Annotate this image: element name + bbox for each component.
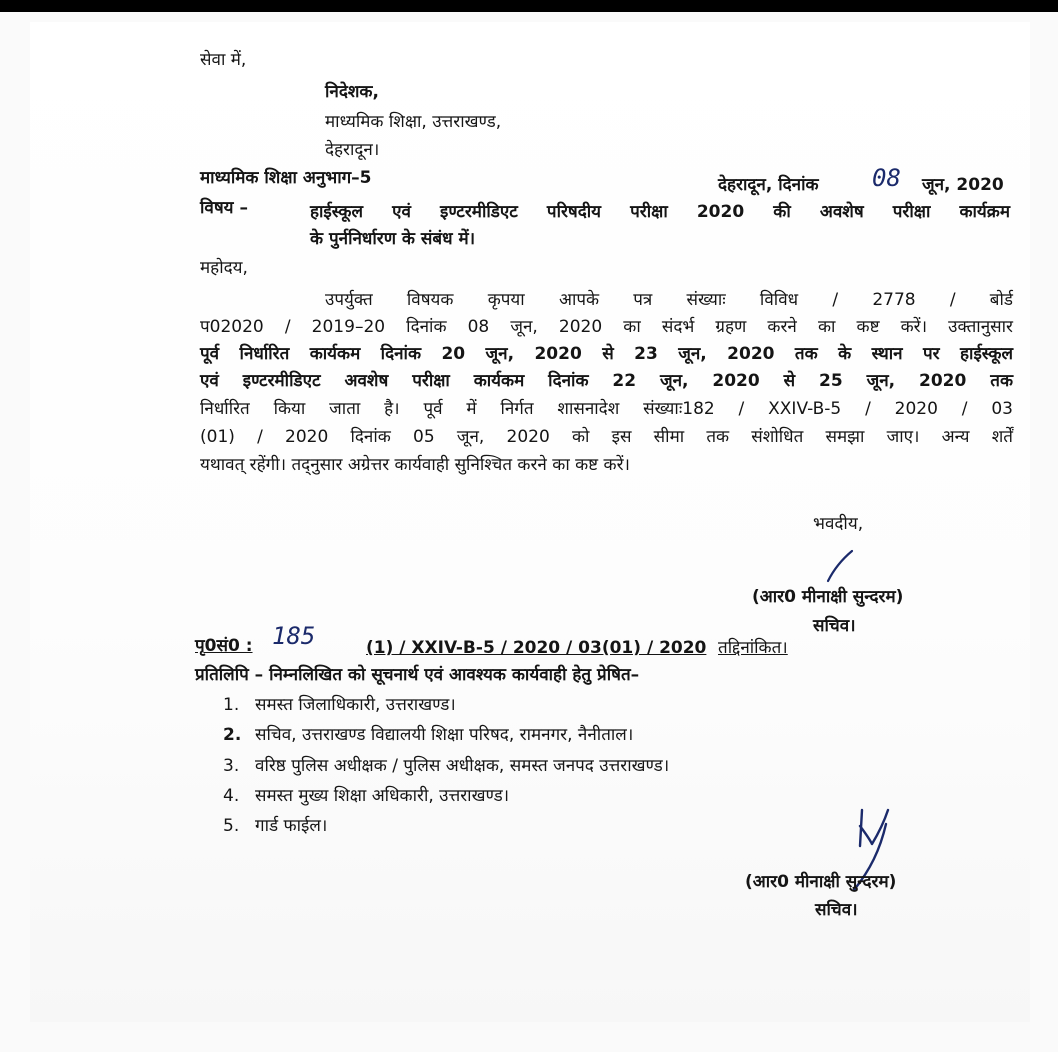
recipient-number: 3. [223, 756, 240, 776]
recipient-number: 2. [223, 725, 242, 745]
recipient-number: 4. [223, 786, 240, 806]
subject-line-1: हाईस्कूल एवं इण्टरमीडिएट परिषदीय परीक्षा 2020 की अवशेष परीक्षा कार्यक्रम [310, 202, 1010, 222]
date-day-handwritten: 08 [872, 164, 901, 192]
section-name: माध्यमिक शिक्षा अनुभाग–5 [200, 168, 372, 188]
endorsement-label: पृ0सं0 : [195, 636, 253, 656]
date-suffix: जून, 2020 [922, 175, 1004, 195]
recipient-number: 5. [223, 816, 240, 836]
endorsement-dated: तद्दिनांकित। [718, 638, 788, 658]
recipient-text: समस्त मुख्य शिक्षा अधिकारी, उत्तराखण्ड। [255, 786, 510, 806]
subject-label: विषय – [200, 198, 248, 218]
endorsement-number-handwritten: 185 [272, 622, 316, 650]
closing-signatory: (आर0 मीनाक्षी सुन्दरम) [752, 587, 904, 607]
recipient-text: समस्त जिलाधिकारी, उत्तराखण्ड। [255, 695, 456, 715]
body-line-6: (01) / 2020 दिनांक 05 जून, 2020 को इस सीमा तक संशोधित समझा जाए। अन्य शर्तें [200, 427, 1013, 447]
salutation: महोदय, [200, 258, 248, 278]
signature-mark [820, 547, 860, 587]
closing-yours: भवदीय, [813, 514, 864, 534]
address-city: देहरादून। [325, 140, 380, 160]
body-line-1: उपर्युक्त विषयक कृपया आपके पत्र संख्याः विविध / 2778 / बोर्ड [325, 290, 1013, 310]
top-status-bar [0, 0, 1058, 12]
address-name: निदेशक, [325, 82, 379, 102]
endorsement-designation: सचिव। [815, 900, 858, 920]
address-to: सेवा में, [200, 50, 247, 70]
endorsement-signatory: (आर0 मीनाक्षी सुन्दरम) [745, 872, 897, 892]
recipient-text: गार्ड फाईल। [255, 816, 328, 836]
address-office: माध्यमिक शिक्षा, उत्तराखण्ड, [325, 112, 502, 132]
recipient-text: वरिष्ठ पुलिस अधीक्षक / पुलिस अधीक्षक, समस्त जनपद उत्तराखण्ड। [255, 756, 670, 776]
date-prefix: देहरादून, दिनांक [718, 175, 819, 195]
copy-to-heading: प्रतिलिपि – निम्नलिखित को सूचनार्थ एवं आवश्यक कार्यवाही हेतु प्रेषित– [195, 665, 640, 685]
endorsement-reference: (1) / XXIV-B-5 / 2020 / 03(01) / 2020 [366, 638, 707, 658]
closing-designation: सचिव। [813, 616, 856, 636]
body-line-4: एवं इण्टरमीडिएट अवशेष परीक्षा कार्यकम दिनांक 22 जून, 2020 से 25 जून, 2020 तक [200, 371, 1013, 391]
body-line-5: निर्धारित किया जाता है। पूर्व में निर्गत शासनादेश संख्याः182 / XXIV-B-5 / 2020 / 03 [200, 399, 1013, 419]
body-line-2: प02020 / 2019–20 दिनांक 08 जून, 2020 का संदर्भ ग्रहण करने का कष्ट करें। उक्तानुसार [200, 317, 1013, 337]
body-line-3: पूर्व निर्धारित कार्यकम दिनांक 20 जून, 2020 से 23 जून, 2020 तक के स्थान पर हाईस्कूल [200, 344, 1013, 364]
recipient-text: सचिव, उत्तराखण्ड विद्यालयी शिक्षा परिषद, रामनगर, नैनीताल। [255, 725, 634, 745]
subject-line-2: के पुर्ननिर्धारण के संबंध में। [310, 229, 476, 249]
letter-page [30, 22, 1030, 1022]
body-line-7: यथावत् रहेंगी। तद्नुसार अग्रेत्तर कार्यवाही सुनिश्चित करने का कष्ट करें। [200, 455, 630, 475]
recipient-number: 1. [223, 695, 240, 715]
